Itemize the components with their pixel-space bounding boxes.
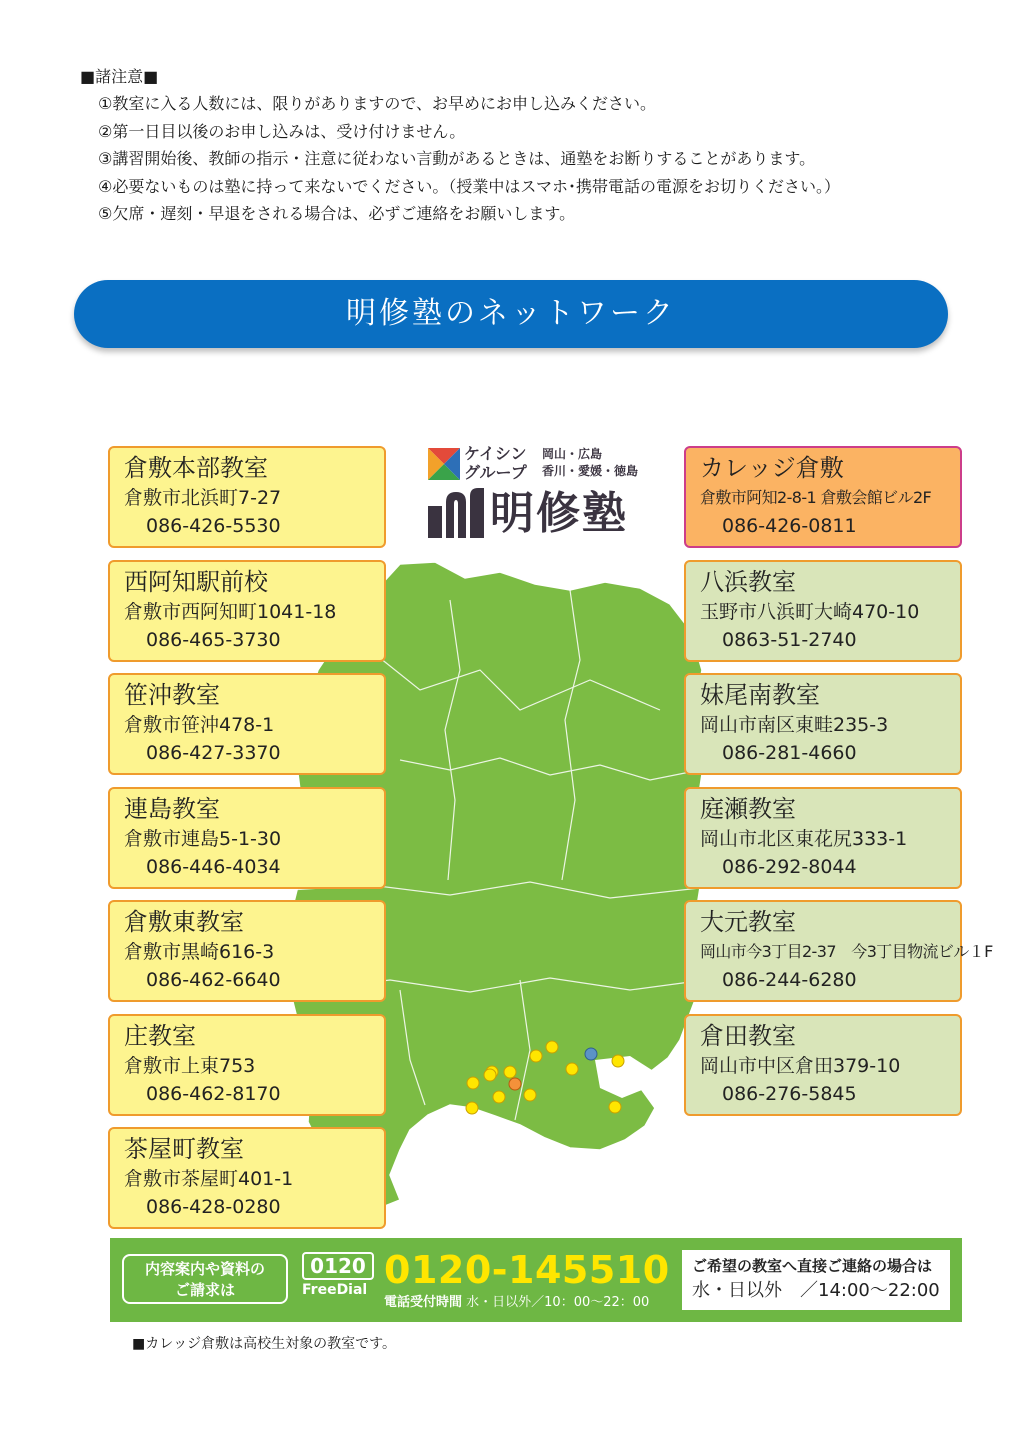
note-item: ①教室に入る人数には、限りがありますので、お早めにお申し込みください。 [98, 94, 657, 113]
school-address: 岡山市北区東花尻333-1 [700, 828, 908, 850]
logo-areas: 岡山・広島 香川・愛媛・徳島 [542, 447, 639, 478]
school-card [684, 560, 962, 662]
direct-contact-title: ご希望の教室へ直接ご連絡の場合は [692, 1257, 933, 1275]
school-address: 倉敷市上東753 [124, 1055, 256, 1077]
school-marker [524, 1089, 536, 1101]
school-marker [585, 1048, 597, 1060]
hours-value: 水・日以外／10：00〜22：00 [466, 1295, 650, 1310]
school-tel: 086-426-5530 [146, 515, 281, 537]
keishin-logo-icon [424, 444, 464, 484]
meishu-mark-icon [428, 488, 484, 538]
note-item: ③講習開始後、教師の指示・注意に従わない言動があるときは、通塾をお断りすることがあります。 [98, 149, 816, 168]
school-card [108, 787, 386, 889]
footnote: ■カレッジ倉敷は高校生対象の教室です。 [132, 1336, 396, 1352]
school-address: 岡山市中区倉田379-10 [700, 1055, 901, 1077]
school-name: 倉敷東教室 [124, 908, 244, 936]
school-tel: 086-292-8044 [722, 856, 857, 878]
school-address: 岡山市今3丁目2-37 今3丁目物流ビル１F [700, 942, 993, 961]
school-name: 倉田教室 [700, 1022, 796, 1050]
school-name: 妹尾南教室 [700, 681, 820, 709]
logo-group-name: ケイシン グループ [464, 444, 527, 482]
freedial-label: FreeDial [302, 1282, 368, 1298]
network-banner: 明修塾のネットワーク [74, 280, 948, 348]
notes-section [80, 64, 960, 228]
school-tel: 0863-51-2740 [722, 629, 857, 651]
logo-school-name: 明修塾 [490, 488, 628, 539]
note-item: ②第一日目以後のお申し込みは、受け付けません。 [98, 121, 466, 141]
school-tel: 086-462-8170 [146, 1083, 281, 1105]
school-tel: 086-428-0280 [146, 1196, 281, 1218]
school-card [684, 673, 962, 775]
school-address: 倉敷市西阿知町1041-18 [124, 601, 337, 623]
school-card [684, 787, 962, 889]
request-label-box: 内容案内や資料の ご請求は [122, 1254, 288, 1304]
school-address: 倉敷市連島5-1-30 [124, 828, 282, 850]
school-marker [612, 1055, 624, 1067]
school-marker [467, 1077, 479, 1089]
school-name: 笹沖教室 [124, 681, 220, 709]
note-item: ⑤欠席・遅刻・早退をされる場合は、必ずご連絡をお願いします。 [98, 204, 576, 223]
school-marker [530, 1050, 542, 1062]
school-marker [566, 1063, 578, 1075]
school-address: 倉敷市黒崎616-3 [124, 941, 275, 963]
school-marker [546, 1041, 558, 1053]
school-tel: 086-426-0811 [722, 515, 857, 537]
school-card [108, 446, 386, 548]
school-tel: 086-276-5845 [722, 1083, 857, 1105]
school-marker [493, 1091, 505, 1103]
freedial-logo [302, 1252, 376, 1298]
school-marker [504, 1066, 516, 1078]
school-name: 西阿知駅前校 [124, 568, 268, 596]
school-name: カレッジ倉敷 [700, 454, 844, 482]
hours-label: 電話受付時間 [384, 1295, 463, 1310]
school-tel: 086-465-3730 [146, 629, 281, 651]
school-address: 玉野市八浜町大崎470-10 [700, 601, 920, 623]
school-tel: 086-446-4034 [146, 856, 281, 878]
school-tel: 086-281-4660 [722, 742, 857, 764]
school-address: 岡山市南区東畦235-3 [700, 714, 889, 736]
school-tel: 086-462-6640 [146, 969, 281, 991]
school-marker [509, 1078, 521, 1090]
school-tel: 086-244-6280 [722, 969, 857, 991]
school-name: 茶屋町教室 [124, 1135, 244, 1163]
school-card [684, 900, 993, 1002]
school-card [108, 1014, 386, 1116]
school-name: 庭瀬教室 [700, 795, 796, 823]
freedial-code: 0120 [302, 1252, 374, 1280]
notes-title: ■諸注意■ [80, 67, 159, 86]
school-card [108, 1127, 386, 1229]
note-item: ④必要ないものは塾に持って来ないでください。（授業中はスマホ･携帯電話の電源をお切りください。） [98, 176, 841, 196]
direct-contact-box [682, 1250, 950, 1310]
school-name: 連島教室 [124, 795, 220, 823]
school-card [684, 1014, 962, 1116]
school-card [108, 673, 386, 775]
school-address: 倉敷市笹沖478-1 [124, 714, 275, 736]
school-card [108, 560, 386, 662]
school-tel: 086-427-3370 [146, 742, 281, 764]
school-marker [466, 1102, 478, 1114]
school-card-college [684, 446, 962, 548]
school-name: 庄教室 [124, 1022, 196, 1050]
school-marker [484, 1069, 496, 1081]
school-name: 大元教室 [700, 908, 796, 936]
school-name: 八浜教室 [700, 568, 796, 596]
school-card [108, 900, 386, 1002]
school-marker [609, 1101, 621, 1113]
school-name: 倉敷本部教室 [124, 454, 268, 482]
freedial-hours [384, 1294, 649, 1312]
school-address: 倉敷市阿知2-8-1 倉敷会館ビル2F [700, 488, 932, 507]
contact-footer [110, 1238, 962, 1322]
school-address: 倉敷市茶屋町401-1 [124, 1168, 294, 1190]
direct-contact-hours: 水・日以外 ／14:00〜22:00 [692, 1280, 940, 1301]
meishu-logo [424, 442, 664, 542]
school-address: 倉敷市北浜町7-27 [124, 487, 282, 509]
freedial-number[interactable]: 0120-145510 [384, 1248, 670, 1292]
